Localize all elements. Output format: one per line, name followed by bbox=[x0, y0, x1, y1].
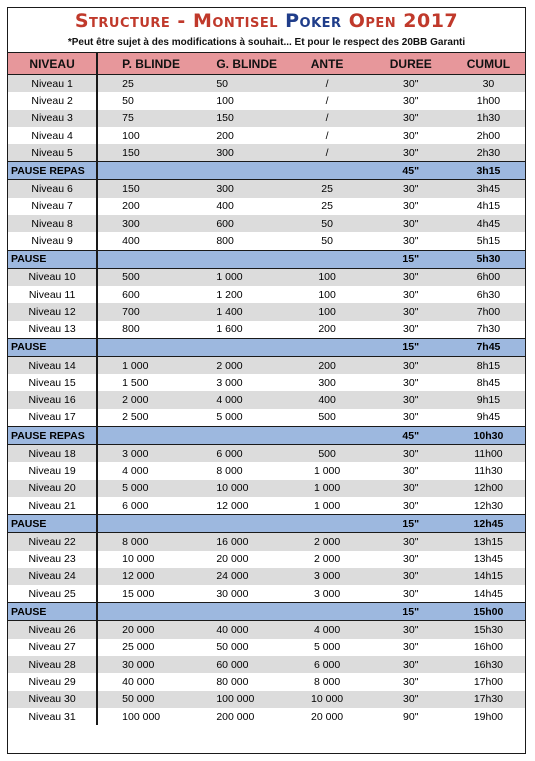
cell-niveau: Niveau 27 bbox=[8, 639, 97, 656]
header-niveau: NIVEAU bbox=[8, 53, 97, 75]
cell-duree: 30" bbox=[370, 462, 452, 479]
table-row bbox=[8, 374, 525, 391]
cell-niveau: Niveau 22 bbox=[8, 533, 97, 551]
pause-spacer bbox=[97, 250, 370, 268]
cell-p-blinde: 75 bbox=[97, 110, 192, 127]
cell-niveau: Niveau 14 bbox=[8, 356, 97, 374]
cell-cumul: 6h00 bbox=[452, 268, 525, 286]
cell-cumul: 9h15 bbox=[452, 391, 525, 408]
cell-cumul: 16h30 bbox=[452, 656, 525, 673]
cell-p-blinde: 500 bbox=[97, 268, 192, 286]
cell-duree: 30" bbox=[370, 568, 452, 585]
table-row bbox=[8, 533, 525, 551]
cell-cumul: 1h30 bbox=[452, 110, 525, 127]
cell-cumul: 19h00 bbox=[452, 708, 525, 725]
cell-g-blinde: 100 bbox=[192, 92, 284, 109]
cell-p-blinde: 200 bbox=[97, 198, 192, 215]
cell-p-blinde: 40 000 bbox=[97, 673, 192, 690]
cell-g-blinde: 300 bbox=[192, 144, 284, 162]
cell-p-blinde: 20 000 bbox=[97, 621, 192, 639]
cell-ante: 200 bbox=[285, 356, 370, 374]
cell-niveau: Niveau 25 bbox=[8, 585, 97, 603]
cell-ante: / bbox=[285, 127, 370, 144]
pause-label: PAUSE REPAS bbox=[8, 162, 97, 180]
cell-ante: 50 bbox=[285, 232, 370, 250]
cell-cumul: 11h00 bbox=[452, 445, 525, 463]
pause-spacer bbox=[97, 427, 370, 445]
cell-p-blinde: 25 bbox=[97, 75, 192, 93]
table-body bbox=[8, 75, 525, 726]
cell-p-blinde: 100 000 bbox=[97, 708, 192, 725]
table-row bbox=[8, 497, 525, 515]
table-row bbox=[8, 232, 525, 250]
cell-g-blinde: 300 bbox=[192, 180, 284, 198]
cell-g-blinde: 24 000 bbox=[192, 568, 284, 585]
cell-p-blinde: 1 000 bbox=[97, 356, 192, 374]
cell-g-blinde: 80 000 bbox=[192, 673, 284, 690]
header-g-blinde: G. BLINDE bbox=[192, 53, 284, 75]
table-row bbox=[8, 144, 525, 162]
cell-g-blinde: 150 bbox=[192, 110, 284, 127]
cell-niveau: Niveau 20 bbox=[8, 480, 97, 497]
cell-duree: 30" bbox=[370, 232, 452, 250]
table-row bbox=[8, 303, 525, 320]
pause-label: PAUSE bbox=[8, 338, 97, 356]
cell-g-blinde: 6 000 bbox=[192, 445, 284, 463]
table-row bbox=[8, 127, 525, 144]
cell-cumul: 12h00 bbox=[452, 480, 525, 497]
cell-p-blinde: 3 000 bbox=[97, 445, 192, 463]
pause-cumul: 5h30 bbox=[452, 250, 525, 268]
cell-niveau: Niveau 12 bbox=[8, 303, 97, 320]
cell-niveau: Niveau 10 bbox=[8, 268, 97, 286]
cell-duree: 30" bbox=[370, 268, 452, 286]
cell-duree: 30" bbox=[370, 445, 452, 463]
pause-spacer bbox=[97, 603, 370, 621]
cell-ante: 1 000 bbox=[285, 480, 370, 497]
cell-g-blinde: 100 000 bbox=[192, 691, 284, 708]
cell-ante: 100 bbox=[285, 286, 370, 303]
cell-cumul: 7h00 bbox=[452, 303, 525, 320]
cell-g-blinde: 10 000 bbox=[192, 480, 284, 497]
pause-cumul: 7h45 bbox=[452, 338, 525, 356]
cell-p-blinde: 2 000 bbox=[97, 391, 192, 408]
pause-duree: 15" bbox=[370, 603, 452, 621]
cell-cumul: 1h00 bbox=[452, 92, 525, 109]
cell-duree: 30" bbox=[370, 215, 452, 232]
cell-cumul: 17h00 bbox=[452, 673, 525, 690]
table-row bbox=[8, 215, 525, 232]
cell-g-blinde: 1 400 bbox=[192, 303, 284, 320]
cell-ante: 10 000 bbox=[285, 691, 370, 708]
cell-g-blinde: 200 bbox=[192, 127, 284, 144]
pause-cumul: 10h30 bbox=[452, 427, 525, 445]
cell-niveau: Niveau 31 bbox=[8, 708, 97, 725]
cell-cumul: 4h15 bbox=[452, 198, 525, 215]
pause-row bbox=[8, 515, 525, 533]
cell-ante: 4 000 bbox=[285, 621, 370, 639]
cell-g-blinde: 400 bbox=[192, 198, 284, 215]
cell-cumul: 4h45 bbox=[452, 215, 525, 232]
table-row bbox=[8, 356, 525, 374]
cell-cumul: 16h00 bbox=[452, 639, 525, 656]
table-row bbox=[8, 673, 525, 690]
table-row bbox=[8, 92, 525, 109]
table-row bbox=[8, 691, 525, 708]
pause-row bbox=[8, 250, 525, 268]
table-row bbox=[8, 180, 525, 198]
table-row bbox=[8, 462, 525, 479]
cell-cumul: 14h45 bbox=[452, 585, 525, 603]
cell-g-blinde: 600 bbox=[192, 215, 284, 232]
pause-duree: 45" bbox=[370, 162, 452, 180]
title-part: Structure - bbox=[74, 10, 193, 32]
table-row bbox=[8, 268, 525, 286]
pause-spacer bbox=[97, 338, 370, 356]
cell-ante: 3 000 bbox=[285, 585, 370, 603]
cell-niveau: Niveau 3 bbox=[8, 110, 97, 127]
cell-p-blinde: 25 000 bbox=[97, 639, 192, 656]
cell-ante: / bbox=[285, 75, 370, 93]
cell-p-blinde: 600 bbox=[97, 286, 192, 303]
structure-sheet bbox=[7, 7, 526, 754]
title-part: Montisel bbox=[192, 10, 286, 32]
cell-cumul: 12h30 bbox=[452, 497, 525, 515]
header-cumul: CUMUL bbox=[452, 53, 525, 75]
cell-cumul: 2h00 bbox=[452, 127, 525, 144]
cell-duree: 30" bbox=[370, 144, 452, 162]
table-row bbox=[8, 445, 525, 463]
cell-duree: 30" bbox=[370, 673, 452, 690]
cell-cumul: 8h45 bbox=[452, 374, 525, 391]
cell-duree: 30" bbox=[370, 409, 452, 427]
cell-duree: 30" bbox=[370, 127, 452, 144]
cell-ante: 2 000 bbox=[285, 533, 370, 551]
cell-ante: / bbox=[285, 144, 370, 162]
cell-duree: 30" bbox=[370, 356, 452, 374]
table-row bbox=[8, 198, 525, 215]
cell-niveau: Niveau 2 bbox=[8, 92, 97, 109]
cell-p-blinde: 15 000 bbox=[97, 585, 192, 603]
cell-g-blinde: 40 000 bbox=[192, 621, 284, 639]
cell-g-blinde: 50 000 bbox=[192, 639, 284, 656]
pause-label: PAUSE bbox=[8, 515, 97, 533]
pause-label: PAUSE bbox=[8, 603, 97, 621]
page-subtitle: *Peut être sujet à des modifications à souhait... Et pour le respect des 20BB Garanti bbox=[8, 34, 525, 53]
cell-g-blinde: 800 bbox=[192, 232, 284, 250]
cell-duree: 30" bbox=[370, 691, 452, 708]
cell-p-blinde: 4 000 bbox=[97, 462, 192, 479]
cell-duree: 30" bbox=[370, 533, 452, 551]
cell-cumul: 14h15 bbox=[452, 568, 525, 585]
cell-g-blinde: 5 000 bbox=[192, 409, 284, 427]
cell-niveau: Niveau 6 bbox=[8, 180, 97, 198]
cell-duree: 30" bbox=[370, 621, 452, 639]
cell-ante: 25 bbox=[285, 180, 370, 198]
pause-row bbox=[8, 338, 525, 356]
cell-ante: 2 000 bbox=[285, 551, 370, 568]
pause-row bbox=[8, 162, 525, 180]
cell-ante: 50 bbox=[285, 215, 370, 232]
cell-niveau: Niveau 30 bbox=[8, 691, 97, 708]
cell-ante: 6 000 bbox=[285, 656, 370, 673]
table-row bbox=[8, 656, 525, 673]
cell-g-blinde: 20 000 bbox=[192, 551, 284, 568]
cell-p-blinde: 10 000 bbox=[97, 551, 192, 568]
cell-duree: 30" bbox=[370, 75, 452, 93]
cell-niveau: Niveau 8 bbox=[8, 215, 97, 232]
cell-duree: 90" bbox=[370, 708, 452, 725]
cell-g-blinde: 30 000 bbox=[192, 585, 284, 603]
cell-g-blinde: 60 000 bbox=[192, 656, 284, 673]
cell-cumul: 9h45 bbox=[452, 409, 525, 427]
cell-niveau: Niveau 17 bbox=[8, 409, 97, 427]
cell-ante: 8 000 bbox=[285, 673, 370, 690]
table-row bbox=[8, 568, 525, 585]
cell-duree: 30" bbox=[370, 497, 452, 515]
pause-label: PAUSE bbox=[8, 250, 97, 268]
cell-ante: 200 bbox=[285, 321, 370, 339]
cell-cumul: 3h45 bbox=[452, 180, 525, 198]
cell-niveau: Niveau 9 bbox=[8, 232, 97, 250]
cell-niveau: Niveau 1 bbox=[8, 75, 97, 93]
cell-duree: 30" bbox=[370, 391, 452, 408]
pause-label: PAUSE REPAS bbox=[8, 427, 97, 445]
cell-p-blinde: 50 bbox=[97, 92, 192, 109]
pause-spacer bbox=[97, 162, 370, 180]
cell-ante: 25 bbox=[285, 198, 370, 215]
cell-niveau: Niveau 28 bbox=[8, 656, 97, 673]
cell-g-blinde: 1 000 bbox=[192, 268, 284, 286]
cell-ante: / bbox=[285, 110, 370, 127]
cell-duree: 30" bbox=[370, 639, 452, 656]
cell-cumul: 6h30 bbox=[452, 286, 525, 303]
cell-duree: 30" bbox=[370, 198, 452, 215]
header-ante: ANTE bbox=[285, 53, 370, 75]
cell-ante: 100 bbox=[285, 303, 370, 320]
pause-duree: 15" bbox=[370, 338, 452, 356]
cell-cumul: 13h15 bbox=[452, 533, 525, 551]
cell-g-blinde: 200 000 bbox=[192, 708, 284, 725]
table-row bbox=[8, 480, 525, 497]
cell-cumul: 5h15 bbox=[452, 232, 525, 250]
pause-duree: 15" bbox=[370, 250, 452, 268]
cell-p-blinde: 30 000 bbox=[97, 656, 192, 673]
pause-row bbox=[8, 603, 525, 621]
cell-p-blinde: 800 bbox=[97, 321, 192, 339]
cell-duree: 30" bbox=[370, 180, 452, 198]
table-row bbox=[8, 391, 525, 408]
pause-spacer bbox=[97, 515, 370, 533]
table-row bbox=[8, 621, 525, 639]
table-row bbox=[8, 286, 525, 303]
cell-p-blinde: 700 bbox=[97, 303, 192, 320]
cell-ante: 100 bbox=[285, 268, 370, 286]
cell-p-blinde: 8 000 bbox=[97, 533, 192, 551]
cell-ante: 300 bbox=[285, 374, 370, 391]
cell-g-blinde: 8 000 bbox=[192, 462, 284, 479]
cell-cumul: 8h15 bbox=[452, 356, 525, 374]
cell-ante: 500 bbox=[285, 445, 370, 463]
cell-ante: 1 000 bbox=[285, 497, 370, 515]
header-p-blinde: P. BLINDE bbox=[97, 53, 192, 75]
cell-duree: 30" bbox=[370, 480, 452, 497]
cell-duree: 30" bbox=[370, 374, 452, 391]
cell-ante: / bbox=[285, 92, 370, 109]
table-row bbox=[8, 551, 525, 568]
cell-niveau: Niveau 13 bbox=[8, 321, 97, 339]
cell-duree: 30" bbox=[370, 286, 452, 303]
cell-p-blinde: 50 000 bbox=[97, 691, 192, 708]
cell-ante: 400 bbox=[285, 391, 370, 408]
table-row bbox=[8, 585, 525, 603]
header-duree: DUREE bbox=[370, 53, 452, 75]
cell-g-blinde: 50 bbox=[192, 75, 284, 93]
title-part: 2017 bbox=[403, 10, 459, 32]
cell-g-blinde: 1 600 bbox=[192, 321, 284, 339]
cell-ante: 3 000 bbox=[285, 568, 370, 585]
table-row bbox=[8, 409, 525, 427]
cell-cumul: 30 bbox=[452, 75, 525, 93]
table-row bbox=[8, 110, 525, 127]
cell-p-blinde: 400 bbox=[97, 232, 192, 250]
cell-niveau: Niveau 19 bbox=[8, 462, 97, 479]
cell-p-blinde: 12 000 bbox=[97, 568, 192, 585]
cell-p-blinde: 5 000 bbox=[97, 480, 192, 497]
cell-p-blinde: 300 bbox=[97, 215, 192, 232]
cell-niveau: Niveau 7 bbox=[8, 198, 97, 215]
cell-duree: 30" bbox=[370, 656, 452, 673]
cell-cumul: 17h30 bbox=[452, 691, 525, 708]
cell-niveau: Niveau 24 bbox=[8, 568, 97, 585]
cell-p-blinde: 150 bbox=[97, 144, 192, 162]
cell-niveau: Niveau 18 bbox=[8, 445, 97, 463]
cell-duree: 30" bbox=[370, 321, 452, 339]
pause-duree: 45" bbox=[370, 427, 452, 445]
cell-niveau: Niveau 11 bbox=[8, 286, 97, 303]
cell-niveau: Niveau 23 bbox=[8, 551, 97, 568]
page-title bbox=[8, 8, 525, 34]
cell-p-blinde: 150 bbox=[97, 180, 192, 198]
title-part: Open bbox=[348, 10, 404, 32]
cell-p-blinde: 6 000 bbox=[97, 497, 192, 515]
table-row bbox=[8, 75, 525, 93]
pause-cumul: 12h45 bbox=[452, 515, 525, 533]
cell-ante: 20 000 bbox=[285, 708, 370, 725]
cell-cumul: 11h30 bbox=[452, 462, 525, 479]
cell-g-blinde: 16 000 bbox=[192, 533, 284, 551]
cell-g-blinde: 12 000 bbox=[192, 497, 284, 515]
cell-duree: 30" bbox=[370, 585, 452, 603]
cell-niveau: Niveau 15 bbox=[8, 374, 97, 391]
cell-duree: 30" bbox=[370, 551, 452, 568]
pause-row bbox=[8, 427, 525, 445]
cell-cumul: 13h45 bbox=[452, 551, 525, 568]
cell-cumul: 2h30 bbox=[452, 144, 525, 162]
table-header-row bbox=[8, 53, 525, 75]
cell-p-blinde: 100 bbox=[97, 127, 192, 144]
cell-niveau: Niveau 5 bbox=[8, 144, 97, 162]
cell-niveau: Niveau 16 bbox=[8, 391, 97, 408]
cell-g-blinde: 1 200 bbox=[192, 286, 284, 303]
cell-duree: 30" bbox=[370, 92, 452, 109]
cell-niveau: Niveau 4 bbox=[8, 127, 97, 144]
cell-ante: 5 000 bbox=[285, 639, 370, 656]
table-row bbox=[8, 708, 525, 725]
cell-niveau: Niveau 21 bbox=[8, 497, 97, 515]
table-row bbox=[8, 321, 525, 339]
cell-niveau: Niveau 29 bbox=[8, 673, 97, 690]
structure-table bbox=[8, 53, 525, 725]
cell-ante: 500 bbox=[285, 409, 370, 427]
title-part: Poker bbox=[285, 10, 349, 32]
cell-cumul: 7h30 bbox=[452, 321, 525, 339]
cell-cumul: 15h30 bbox=[452, 621, 525, 639]
pause-cumul: 3h15 bbox=[452, 162, 525, 180]
cell-duree: 30" bbox=[370, 303, 452, 320]
cell-niveau: Niveau 26 bbox=[8, 621, 97, 639]
cell-duree: 30" bbox=[370, 110, 452, 127]
cell-ante: 1 000 bbox=[285, 462, 370, 479]
pause-cumul: 15h00 bbox=[452, 603, 525, 621]
cell-g-blinde: 4 000 bbox=[192, 391, 284, 408]
cell-g-blinde: 2 000 bbox=[192, 356, 284, 374]
cell-g-blinde: 3 000 bbox=[192, 374, 284, 391]
cell-p-blinde: 2 500 bbox=[97, 409, 192, 427]
cell-p-blinde: 1 500 bbox=[97, 374, 192, 391]
table-row bbox=[8, 639, 525, 656]
pause-duree: 15" bbox=[370, 515, 452, 533]
